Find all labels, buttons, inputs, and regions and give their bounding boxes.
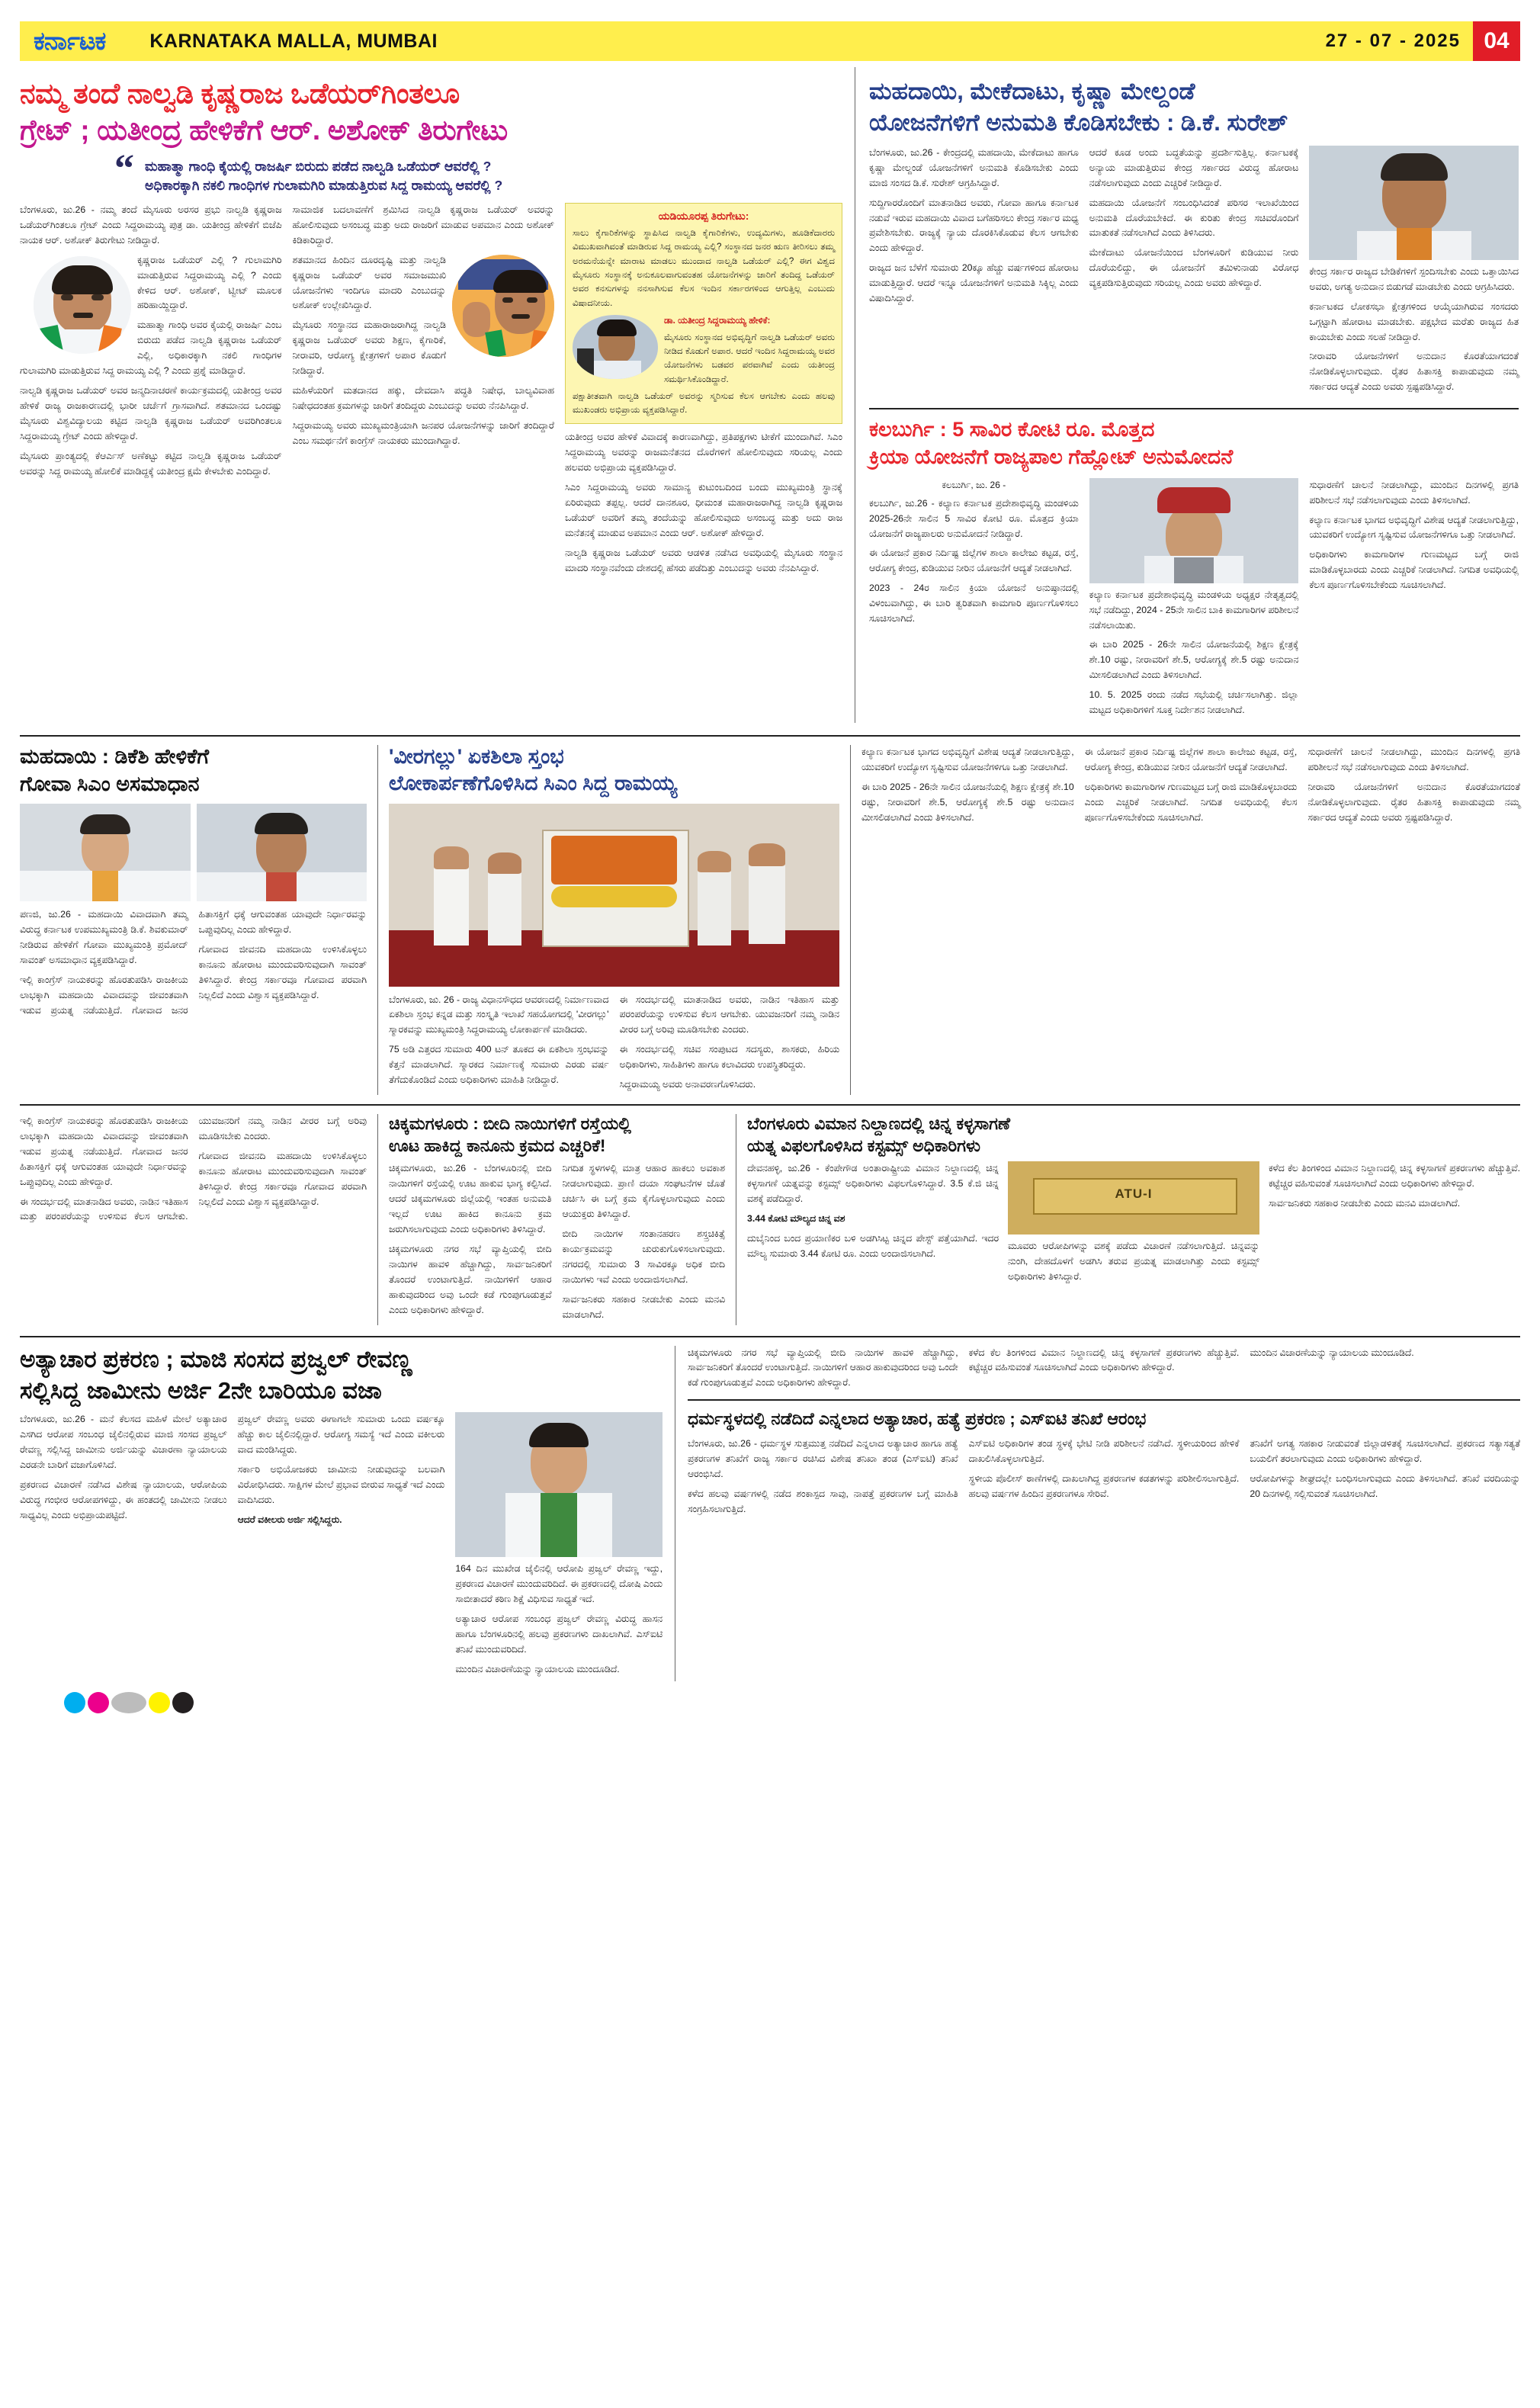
paragraph: ಸುಧಾರಣೆಗೆ ಚಾಲನೆ ನೀಡಲಾಗಿದ್ದು, ಮುಂದಿನ ದಿನಗಳಲ್ಲಿ ಪ್ರಗತಿ ಪರಿಶೀಲನೆ ಸಭೆ ನಡೆಸಲಾಗುವುದು ಎಂದು ತಿಳಿಸಲಾಗಿದೆ. (1309, 479, 1519, 506)
mahadayi-goa-story (20, 745, 378, 1095)
paragraph: ನೀರಾವರಿ ಯೋಜನೆಗಳಿಗೆ ಅನುದಾನ ಕೊರತೆಯಾಗದಂತೆ ನೋಡಿಕೊಳ್ಳಲಾಗುವುದು. ರೈತರ ಹಿತಾಸಕ್ತಿ ಕಾಪಾಡುವುದು ನಮ್ಮ ಸರ್ಕಾರದ ಆದ್ಯತೆ ಎಂದು ಅವರು ಸ್ಪಷ್ಟಪಡಿಸಿದ್ದಾರೆ. (1307, 781, 1520, 823)
lead-headline-line1: ನಮ್ಮ ತಂದೆ ನಾಲ್ವಡಿ ಕೃಷ್ಣರಾಜ ಒಡೆಯರ್‌ಗಿಂತಲೂ (20, 78, 460, 109)
paragraph: ಪ್ರಜ್ವಲ್ ರೇವಣ್ಣ ಅವರು ಈಗಾಗಲೇ ಸುಮಾರು ಒಂದು ವರ್ಷಕ್ಕೂ ಹೆಚ್ಚು ಕಾಲ ಜೈಲಿನಲ್ಲಿದ್ದಾರೆ. ಆರೋಗ್ಯ ಸಮಸ್ಯೆ ಇದೆ ಎಂದು ವಕೀಲರು ವಾದ ಮಂಡಿಸಿದ್ದರು. (237, 1414, 445, 1455)
mahadayi-column-1 (869, 146, 1079, 400)
paragraph: ಕಲ್ಯಾಣ ಕರ್ನಾಟಕ ಪ್ರದೇಶಾಭಿವೃದ್ಧಿ ಮಂಡಳಿಯ ಅಧ್ಯಕ್ಷರ ನೇತೃತ್ವದಲ್ಲಿ ಸಭೆ ನಡೆದಿದ್ದು, 2024 - 25ನೇ ಸಾಲಿನ ಬಾಕಿ ಕಾಮಗಾರಿಗಳ ಪರಿಶೀಲನೆ ನಡೆಸಲಾಯಿತು. (1089, 589, 1299, 631)
cmyk-dot-cyan (64, 1692, 85, 1713)
paragraph: ಆದರೆ ಕೂಡ ಅಂದು ಬದ್ಧತೆಯನ್ನು ಪ್ರದರ್ಶಿಸುತ್ತಿಲ್ಲ. ಕರ್ನಾಟಕಕ್ಕೆ ಅನ್ಯಾಯ ಮಾಡುತ್ತಿರುವ ಕೇಂದ್ರ ಸರ್ಕಾರದ ವಿರುದ್ಧ ಹೋರಾಟ ನಡೆಸಲಾಗುವುದು ಎಂದು ಎಚ್ಚರಿಕೆ ನೀಡಿದ್ದಾರೆ. (1089, 146, 1299, 188)
mahadayi-story (855, 67, 1519, 723)
airport-content (747, 1161, 1520, 1289)
airport-column-3 (1269, 1161, 1520, 1289)
prajwal-column-3 (455, 1412, 663, 1681)
prajwal-headline-line1: ಅತ್ಯಾಚಾರ ಪ್ರಕರಣ ; ಮಾಜಿ ಸಂಸದ ಪ್ರಜ್ವಲ್ ರೇವಣ್ಣ (20, 1345, 412, 1373)
paragraph: ರಾಜ್ಯದ ಜನ ಬೆಳೆಗೆ ಸುಮಾರು 20ಕ್ಕೂ ಹೆಚ್ಚು ವರ್ಷಗಳಿಂದ ಹೋರಾಟ ಮಾಡುತ್ತಿದ್ದಾರೆ. ಆದರೆ ಇನ್ನೂ ಯೋಜನೆಗಳಿಗೆ ಅನುಮತಿ ಸಿಕ್ಕಿಲ್ಲ ಎಂದು ವಿಷಾದಿಸಿದ್ದಾರೆ. (869, 262, 1079, 304)
mahadayi-headline-line1: ಮಹದಾಯಿ, ಮೇಕೆದಾಟು, ಕೃಷ್ಣಾ ಮೇಲ್ದಂಡೆ (869, 78, 1195, 104)
lower-zone (20, 1114, 1520, 1325)
lower-left-filler (20, 1114, 378, 1325)
lead-column-3 (565, 203, 842, 581)
dharmasthala-pretext (688, 1346, 1520, 1392)
paragraph: ಮುಂದಿನ ವಿಚಾರಣೆಯನ್ನು ನ್ಯಾಯಾಲಯ ಮುಂದೂಡಿದೆ. (1250, 1347, 1414, 1358)
prajwal-columns (20, 1412, 663, 1681)
kalaburgi-column-2 (1089, 478, 1299, 723)
prajwal-column-2 (238, 1412, 445, 1681)
paragraph: ಈ ಯೋಜನೆ ಪ್ರಕಾರ ನಿರ್ದಿಷ್ಟ ಜಿಲ್ಲೆಗಳ ಶಾಲಾ ಕಾಲೇಜು ಕಟ್ಟಡ, ರಸ್ತೆ, ಆರೋಗ್ಯ ಕೇಂದ್ರ, ಕುಡಿಯುವ ನೀರಿನ ಯೋಜನೆಗೆ ಆದ್ಯತೆ ನೀಡಲಾಗಿದೆ. (1084, 746, 1298, 772)
paragraph: ತನಿಖೆಗೆ ಅಗತ್ಯ ಸಹಕಾರ ನೀಡುವಂತೆ ಜಿಲ್ಲಾಡಳಿತಕ್ಕೆ ಸೂಚಿಸಲಾಗಿದೆ. ಪ್ರಕರಣದ ಸತ್ಯಾಸತ್ಯತೆ ಬಯಲಿಗೆ ತರಲಾಗುವುದು ಎಂದು ಅಧಿಕಾರಿಗಳು ಹೇಳಿದ್ದಾರೆ. (1250, 1437, 1521, 1464)
kalaburgi-dateline: ಕಲಬುರ್ಗಿ, ಜು. 26 - (942, 479, 1006, 490)
cmyk-dot-magenta (88, 1692, 109, 1713)
lead-story (20, 67, 855, 723)
masthead-date: 27 - 07 - 2025 (1325, 31, 1461, 51)
paragraph: ಕಳೆದ ಕೆಲ ತಿಂಗಳಿಂದ ವಿಮಾನ ನಿಲ್ದಾಣದಲ್ಲಿ ಚಿನ್ನ ಕಳ್ಳಸಾಗಣೆ ಪ್ರಕರಣಗಳು ಹೆಚ್ಚುತ್ತಿವೆ. ಕಟ್ಟೆಚ್ಚರ ವಹಿಸುವಂತೆ ಸೂಚಿಸಲಾಗಿದೆ ಎಂದು ಅಧಿಕಾರಿಗಳು ಹೇಳಿದ್ದಾರೆ. (1269, 1163, 1520, 1190)
yellow-box-body: ಸಾಲು ಕೈಗಾರಿಕೆಗಳನ್ನು ಸ್ಥಾಪಿಸಿದ ನಾಲ್ವಡಿ ಕೈಗಾರಿಕೆಗಳು, ಉದ್ಯಮಿಗಳು, ಹೂಡಿಕೆದಾರರು ವಿಮುಖವಾಗಿವಂತೆ ಮಾಡಿರುವ ಸಿದ್ದ ರಾಮಯ್ಯ ಎಲ್ಲಿ? ಸಂಸ್ಥಾನದ ಜನರ ಋಣ ತೀರಿಸಲು ತಮ್ಮ ಅರಮನೆಯನ್ನೇ ಮಾರಾಟ ಮಾಡಲು ಮುಂದಾದ ನಾಲ್ವಡಿ ಒಡೆಯರ್ ಎಲ್ಲಿ? ಈಗ ವಿಶ್ವದ ಮೈಸೂರು ಸಂಸ್ಥಾನಕ್ಕೆ ಅನುಕೂಲವಾಗುವಂತಹ ಯೋಜನೆಗಳನ್ನು ಜಾರಿಗೆ ತಂದಿದ್ದ ಒಡೆಯರ್ ಅವರ ಕನಸುಗಳನ್ನು ನನಸಾಗಿಸುವ ಕೆಲಸ ಇಂದಿನ ಸರ್ಕಾರಗಳಿಂದ ಆಗುತ್ತಿಲ್ಲ ಎಂಬುದು ವಿಷಾದನೀಯ. (572, 228, 836, 308)
divider (20, 735, 1520, 737)
airport-gold-story (736, 1114, 1520, 1325)
photo-veeragallu-event (389, 804, 839, 987)
airport-highlight: 3.44 ಕೋಟಿ ಮೌಲ್ಯದ ಚಿನ್ನ ವಶ (747, 1213, 845, 1225)
paragraph: ಕಳೆದ ಕೆಲ ತಿಂಗಳಿಂದ ವಿಮಾನ ನಿಲ್ದಾಣದಲ್ಲಿ ಚಿನ್ನ ಕಳ್ಳಸಾಗಣೆ ಪ್ರಕರಣಗಳು ಹೆಚ್ಚುತ್ತಿವೆ. ಕಟ್ಟೆಚ್ಚರ ವಹಿಸುವಂತೆ ಸೂಚಿಸಲಾಗಿದೆ ಎಂದು ಅಧಿಕಾರಿಗಳು ಹೇಳಿದ್ದಾರೆ. (968, 1347, 1240, 1373)
photo-dk-suresh (1309, 146, 1519, 260)
masthead-title: KARNATAKA MALLA, MUMBAI (149, 30, 438, 52)
middle-right-filler (851, 745, 1520, 1095)
paragraph: ಮೇಕೆದಾಟು ಯೋಜನೆಯಿಂದ ಬೆಂಗಳೂರಿಗೆ ಕುಡಿಯುವ ನೀರು ದೊರೆಯಲಿದ್ದು, ಈ ಯೋಜನೆಗೆ ತಮಿಳುನಾಡು ವಿರೋಧ ವ್ಯಕ್ತಪಡಿಸುತ್ತಿರುವುದು ಸರಿಯಲ್ಲ ಎಂದು ಅವರು ಹೇಳಿದ್ದಾರೆ. (1089, 247, 1299, 289)
paragraph: ಚಿಕ್ಕಮಗಳೂರು ನಗರ ಸಭೆ ವ್ಯಾಪ್ತಿಯಲ್ಲಿ ಬೀದಿ ನಾಯಿಗಳ ಹಾವಳಿ ಹೆಚ್ಚಾಗಿದ್ದು, ಸಾರ್ವಜನಿಕರಿಗೆ ತೊಂದರೆ ಉಂಟಾಗುತ್ತಿದೆ. ನಾಯಿಗಳಿಗೆ ಆಹಾರ ಹಾಕುವುದರಿಂದ ಅವು ಒಂದೇ ಕಡೆ ಗುಂಪುಗೂಡುತ್ತವೆ ಎಂದು ಅಧಿಕಾರಿಗಳು ಹೇಳಿದ್ದಾರೆ. (688, 1347, 958, 1389)
prajwal-story (20, 1346, 675, 1682)
cmyk-dot-black (172, 1692, 194, 1713)
paragraph: ಸರ್ಕಾರಿ ಅಭಿಯೋಜಕರು ಜಾಮೀನು ನೀಡುವುದನ್ನು ಬಲವಾಗಿ ವಿರೋಧಿಸಿದರು. ಸಾಕ್ಷಿಗಳ ಮೇಲೆ ಪ್ರಭಾವ ಬೀರುವ ಸಾಧ್ಯತೆ ಇದೆ ಎಂದು ವಾದಿಸಿದರು. (237, 1463, 445, 1505)
paragraph: ಮುಂದಿನ ವಿಚಾರಣೆಯನ್ನು ನ್ಯಾಯಾಲಯ ಮುಂದೂಡಿದೆ. (455, 1663, 620, 1674)
goa-headline-line2: ಗೋವಾ ಸಿಎಂ ಅಸಮಾಧಾನ (20, 772, 200, 795)
cmyk-dot-yellow (149, 1692, 170, 1713)
paragraph: ಮಹಿಳೆಯರಿಗೆ ಮತದಾನದ ಹಕ್ಕು, ದೇವದಾಸಿ ಪದ್ಧತಿ ನಿಷೇಧ, ಬಾಲ್ಯವಿವಾಹ ನಿಷೇಧದಂತಹ ಕ್ರಮಗಳನ್ನು ಜಾರಿಗೆ ತಂದಿದ್ದರು ಎಂಬುದನ್ನು ಅವರು ನೆನಪಿಸಿದ್ದಾರೆ. (292, 385, 554, 411)
photo-siddaramaiah-inset (573, 315, 658, 379)
kalaburgi-columns (869, 478, 1519, 723)
paragraph: ಬೆಂಗಳೂರು, ಜು.26 - ನಮ್ಮ ತಂದೆ ಮೈಸೂರು ಅರಸರ ಪ್ರಭು ನಾಲ್ವಡಿ ಕೃಷ್ಣರಾಜ ಒಡೆಯರ್‌ಗಿಂತಲೂ ಗ್ರೇಟ್ ಎಂದು ಸಿದ್ದರಾಮಯ್ಯ ಪುತ್ರ ಡಾ. ಯತೀಂದ್ರ ಹೇಳಿಕೆಗೆ ಬಿಜೆಪಿ ನಾಯಕ ಆರ್. ಅಶೋಕ್ ತಿರುಗೇಟು ನೀಡಿದ್ದಾರೆ. (20, 204, 282, 246)
paragraph: ಮಹದಾಯಿ ಯೋಜನೆಗೆ ಸಂಬಂಧಿಸಿದಂತೆ ಪರಿಸರ ಇಲಾಖೆಯಿಂದ ಅನುಮತಿ ದೊರೆಯಬೇಕಿದೆ. ಈ ಕುರಿತು ಕೇಂದ್ರ ಸಚಿವರೊಂದಿಗೆ ಮಾತುಕತೆ ನಡೆಸಲಾಗಿದೆ ಎಂದು ತಿಳಿಸಿದರು. (1089, 197, 1299, 239)
paragraph: ಚಿಕ್ಕಮಗಳೂರು ನಗರ ಸಭೆ ವ್ಯಾಪ್ತಿಯಲ್ಲಿ ಬೀದಿ ನಾಯಿಗಳ ಹಾವಳಿ ಹೆಚ್ಚಾಗಿದ್ದು, ಸಾರ್ವಜನಿಕರಿಗೆ ತೊಂದರೆ ಉಂಟಾಗುತ್ತಿದೆ. ನಾಯಿಗಳಿಗೆ ಆಹಾರ ಹಾಕುವುದರಿಂದ ಅವು ಒಂದೇ ಕಡೆ ಗುಂಪುಗೂಡುತ್ತವೆ ಎಂದು ಅಧಿಕಾರಿಗಳು ಹೇಳಿದ್ದಾರೆ. (389, 1244, 552, 1315)
paragraph: ಕಳೆದ ಹಲವು ವರ್ಷಗಳಲ್ಲಿ ನಡೆದ ಶಂಕಾಸ್ಪದ ಸಾವು, ನಾಪತ್ತೆ ಪ್ರಕರಣಗಳ ಬಗ್ಗೆ ಮಾಹಿತಿ ಸಂಗ್ರಹಿಸಲಾಗುತ್ತಿದೆ. (688, 1488, 958, 1514)
paragraph: ಈ ಸಂದರ್ಭದಲ್ಲಿ ಸಚಿವ ಸಂಪುಟದ ಸದಸ್ಯರು, ಶಾಸಕರು, ಹಿರಿಯ ಅಧಿಕಾರಿಗಳು, ಸಾಹಿತಿಗಳು ಹಾಗೂ ಕಲಾವಿದರು ಉಪಸ್ಥಿತರಿದ್ದರು. (619, 1044, 839, 1071)
kalaburgi-headline-line1: ಕಲಬುರ್ಗಿ : 5 ಸಾವಿರ ಕೋಟಿ ರೂ. ಮೊತ್ತದ (869, 418, 1155, 441)
paragraph: ಮೂವರು ಆರೋಪಿಗಳನ್ನು ವಶಕ್ಕೆ ಪಡೆದು ವಿಚಾರಣೆ ನಡೆಸಲಾಗುತ್ತಿದೆ. ಚಿನ್ನವನ್ನು ನುಂಗಿ, ದೇಹದೊಳಗೆ ಅಡಗಿಸಿ ತರುವ ಪ್ರಯತ್ನ ಮಾಡಲಾಗಿತ್ತು ಎಂದು ಕಸ್ಟಮ್ಸ್ ಅಧಿಕಾರಿಗಳು ತಿಳಿಸಿದ್ದಾರೆ. (1008, 1241, 1259, 1283)
paragraph: 164 ದಿನ ಮುಖೇಡ ಜೈಲಿನಲ್ಲಿ ಆರೋಪಿ ಪ್ರಜ್ವಲ್ ರೇವಣ್ಣ ಇದ್ದು, ಪ್ರಕರಣದ ವಿಚಾರಣೆ ಮುಂದುವರಿದಿದೆ. ಈ ಪ್ರಕರಣದಲ್ಲಿ ದೋಷಿ ಎಂದು ಸಾಬೀತಾದರೆ ಕಠಿಣ ಶಿಕ್ಷೆ ವಿಧಿಸುವ ಸಾಧ್ಯತೆ ಇದೆ. (455, 1563, 663, 1604)
page-number-badge: 04 (1473, 21, 1520, 61)
quote-line-2: ಅಧಿಕಾರಕ್ಕಾಗಿ ನಕಲಿ ಗಾಂಧಿಗಳ ಗುಲಾಮಗಿರಿ ಮಾಡುತ್ತಿರುವ ಸಿದ್ದ ರಾಮಯ್ಯ ಆವರೆಲ್ಲಿ ? (145, 178, 503, 194)
paragraph: ಕೃಷ್ಣರಾಜ ಒಡೆಯರ್ ಎಲ್ಲಿ ? ಗುಲಾಮಗಿರಿ ಮಾಡುತ್ತಿರುವ ಸಿದ್ದರಾಮಯ್ಯ ಎಲ್ಲಿ ? ಎಂದು ಕೇಳಿದ ಆರ್. ಅಶೋಕ್, ಟ್ವೀಟ್ ಮೂಲಕ ಹರಿಹಾಯ್ದಿದ್ದಾರೆ. (137, 254, 282, 311)
photo-pramod-sawant (20, 804, 191, 901)
divider (20, 1336, 1520, 1337)
paragraph: ಮೈಸೂರು ಸಂಸ್ಥಾನದ ಮಹಾರಾಜರಾಗಿದ್ದ ನಾಲ್ವಡಿ ಕೃಷ್ಣರಾಜ ಒಡೆಯರ್ ಅವರು ಶಿಕ್ಷಣ, ಕೈಗಾರಿಕೆ, ನೀರಾವರಿ, ಆರೋಗ್ಯ ಕ್ಷೇತ್ರಗಳಿಗೆ ಅಪಾರ ಕೊಡುಗೆ ನೀಡಿದ್ದಾರೆ. (292, 319, 446, 377)
lead-column-3-text (565, 430, 842, 576)
masthead-logo: ಕರ್ನಾಟಕ (34, 26, 106, 55)
paragraph: ಅಧಿಕಾರಿಗಳು ಕಾಮಗಾರಿಗಳ ಗುಣಮಟ್ಟದ ಬಗ್ಗೆ ರಾಜಿ ಮಾಡಿಕೊಳ್ಳಬಾರದು ಎಂದು ಎಚ್ಚರಿಕೆ ನೀಡಲಾಗಿದೆ. ನಿಗದಿತ ಅವಧಿಯಲ್ಲಿ ಕೆಲಸ ಪೂರ್ಣಗೊಳಿಸಬೇಕೆಂದು ಸೂಚಿಸಲಾಗಿದೆ. (1309, 549, 1519, 591)
photo-ashoka (452, 255, 554, 357)
photo-dk-shivakumar (197, 804, 367, 901)
paragraph: 2023 - 24ರ ಸಾಲಿನ ಕ್ರಿಯಾ ಯೋಜನೆ ಅನುಷ್ಠಾನದಲ್ಲಿ ವಿಳಂಬವಾಗಿದ್ದು, ಈ ಬಾರಿ ತ್ವರಿತವಾಗಿ ಕಾಮಗಾರಿ ಪೂರ್ಣಗೊಳಿಸಲು ಸೂಚಿಸಲಾಗಿದೆ. (869, 583, 1079, 624)
paragraph: ನೀರಾವರಿ ಯೋಜನೆಗಳಿಗೆ ಅನುದಾನ ಕೊರತೆಯಾಗದಂತೆ ನೋಡಿಕೊಳ್ಳಲಾಗುವುದು. ರೈತರ ಹಿತಾಸಕ್ತಿ ಕಾಪಾಡುವುದು ನಮ್ಮ ಸರ್ಕಾರದ ಆದ್ಯತೆ ಎಂದು ಅವರು ಸ್ಪಷ್ಟಪಡಿಸಿದ್ದಾರೆ. (1309, 351, 1519, 393)
paragraph: ಸಿದ್ದರಾಮಯ್ಯ ಅವರು ಅನಾವರಣಗೊಳಿಸಿದರು. (619, 1079, 756, 1090)
prajwal-column-1 (20, 1412, 227, 1681)
yellow-box-red-note: ಡಾ. ಯತೀಂದ್ರ ಸಿದ್ದರಾಮಯ್ಯ ಹೇಳಿಕೆ: (663, 314, 771, 326)
quote-mark-icon: “ (114, 147, 134, 191)
mahadayi-headline-line2: ಯೋಜನೆಗಳಿಗೆ ಅನುಮತಿ ಕೊಡಿಸಬೇಕು : ಡಿ.ಕೆ. ಸುರೇಶ್ (869, 108, 1288, 136)
yellow-sidebar-box (565, 203, 842, 424)
paragraph: ಆರೋಪಿಗಳನ್ನು ಶೀಘ್ರದಲ್ಲೇ ಬಂಧಿಸಲಾಗುವುದು ಎಂದು ತಿಳಿಸಲಾಗಿದೆ. ತನಿಖೆ ವರದಿಯನ್ನು 20 ದಿನಗಳಲ್ಲಿ ಸಲ್ಲಿಸುವಂತೆ ಸೂಚಿಸಲಾಗಿದೆ. (1250, 1472, 1521, 1499)
lead-column-1 (20, 203, 281, 581)
paragraph: ಈ ಸಂದರ್ಭದಲ್ಲಿ ಮಾತನಾಡಿದ ಅವರು, ನಾಡಿನ ಇತಿಹಾಸ ಮತ್ತು ಪರಂಪರೆಯನ್ನು ಉಳಿಸುವ ಕೆಲಸ ಆಗಬೇಕು. ಯುವಜನರಿಗೆ ನಮ್ಮ ನಾಡಿನ ವೀರರ ಬಗ್ಗೆ ಅರಿವು ಮೂಡಿಸಬೇಕು ಎಂದರು. (619, 994, 839, 1035)
paragraph: ಬೆಂಗಳೂರು, ಜು.26 - ಕೇಂದ್ರದಲ್ಲಿ ಮಹದಾಯಿ, ಮೇಕೆದಾಟು ಹಾಗೂ ಕೃಷ್ಣಾ ಮೇಲ್ದಂಡೆ ಯೋಜನೆಗಳಿಗೆ ಅನುಮತಿ ಕೊಡಿಸಬೇಕು ಎಂದು ಮಾಜಿ ಸಂಸದ ಡಿ.ಕೆ. ಸುರೇಶ್ ಆಗ್ರಹಿಸಿದ್ದಾರೆ. (869, 146, 1079, 188)
paragraph: ಅತ್ಯಾಚಾರ ಆರೋಪ ಸಂಬಂಧ ಪ್ರಜ್ವಲ್ ರೇವಣ್ಣ ವಿರುದ್ಧ ಹಾಸನ ಹಾಗೂ ಬೆಂಗಳೂರಿನಲ್ಲಿ ಹಲವು ಪ್ರಕರಣಗಳು ದಾಖಲಾಗಿವೆ. ಎಸ್ಐಟಿ ತನಿಖೆ ಮುಂದುವರಿದಿದೆ. (455, 1613, 663, 1655)
lead-columns (20, 203, 842, 581)
airport-headline-line2: ಯತ್ನ ವಿಫಲಗೊಳಿಸಿದ ಕಸ್ಟಮ್ಸ್ ಅಧಿಕಾರಿಗಳು (747, 1135, 980, 1155)
dharmasthala-column-2 (969, 1437, 1240, 1522)
paragraph: ಕಲ್ಯಾಣ ಕರ್ನಾಟಕ ಭಾಗದ ಅಭಿವೃದ್ಧಿಗೆ ವಿಶೇಷ ಆದ್ಯತೆ ನೀಡಲಾಗುತ್ತಿದ್ದು, ಯುವಕರಿಗೆ ಉದ್ಯೋಗ ಸೃಷ್ಟಿಸುವ ಯೋಜನೆಗಳಿಗೂ ಒತ್ತು ನೀಡಲಾಗಿದೆ. (861, 746, 1074, 772)
newspaper-page (0, 21, 1540, 2408)
paragraph: ಪ್ರಕರಣದ ವಿಚಾರಣೆ ನಡೆಸಿದ ವಿಶೇಷ ನ್ಯಾಯಾಲಯ, ಆರೋಪಿಯ ವಿರುದ್ಧ ಗಂಭೀರ ಆರೋಪಗಳಿದ್ದು, ಈ ಹಂತದಲ್ಲಿ ಜಾಮೀನು ನೀಡಲು ಸಾಧ್ಯವಿಲ್ಲ ಎಂದು ಅಭಿಪ್ರಾಯಪಟ್ಟಿದೆ. (20, 1479, 227, 1520)
paragraph: ಕಲ್ಯಾಣ ಕರ್ನಾಟಕ ಭಾಗದ ಅಭಿವೃದ್ಧಿಗೆ ವಿಶೇಷ ಆದ್ಯತೆ ನೀಡಲಾಗುತ್ತಿದ್ದು, ಯುವಕರಿಗೆ ಉದ್ಯೋಗ ಸೃಷ್ಟಿಸುವ ಯೋಜನೆಗಳಿಗೂ ಒತ್ತು ನೀಡಲಾಗಿದೆ. (1309, 514, 1519, 541)
masthead (20, 21, 1520, 61)
paragraph: ಚಿಕ್ಕಮಗಳೂರು, ಜು.26 - ಬೆಂಗಳೂರಿನಲ್ಲಿ ಬೀದಿ ನಾಯಿಗಳಿಗೆ ರಸ್ತೆಯಲ್ಲಿ ಊಟ ಹಾಕುವ ಭಾಗ್ಯ ಕಲ್ಪಿಸಿದೆ. ಆದರೆ ಚಿಕ್ಕಮಗಳೂರು ಜಿಲ್ಲೆಯಲ್ಲಿ ಇಂತಹ ಅನುಮತಿ ಇಲ್ಲದೆ ಊಟ ಹಾಕಿದ ಕಾನೂನು ಕ್ರಮ ಜರುಗಿಸಲಾಗುವುದು ಎಂದು ಅಧಿಕಾರಿಗಳು ತಿಳಿಸಿದ್ದಾರೆ. (389, 1163, 552, 1235)
chikka-body (389, 1161, 725, 1324)
paragraph: ನಿಗದಿತ ಸ್ಥಳಗಳಲ್ಲಿ ಮಾತ್ರ ಆಹಾರ ಹಾಕಲು ಅವಕಾಶ ನೀಡಲಾಗುವುದು. ಪ್ರಾಣಿ ದಯಾ ಸಂಘಟನೆಗಳ ಜೊತೆ ಚರ್ಚಿಸಿ ಈ ಬಗ್ಗೆ ಕ್ರಮ ಕೈಗೊಳ್ಳಲಾಗುವುದು ಎಂದು ಆಯುಕ್ತರು ತಿಳಿಸಿದ್ದಾರೆ. (562, 1163, 725, 1220)
dharmasthala-story (675, 1346, 1520, 1682)
photo-gold-seizure (1008, 1161, 1259, 1235)
mahadayi-column-3 (1309, 146, 1519, 400)
paragraph: ಗೋವಾದ ಜೀವನದಿ ಮಹದಾಯಿ ಉಳಿಸಿಕೊಳ್ಳಲು ಕಾನೂನು ಹೋರಾಟ ಮುಂದುವರಿಸುವುದಾಗಿ ಸಾವಂತ್ ತಿಳಿಸಿದ್ದಾರೆ. ಕೇಂದ್ರ ಸರ್ಕಾರವೂ ಗೋವಾದ ಪರವಾಗಿ ನಿಲ್ಲಲಿದೆ ಎಂದು ವಿಶ್ವಾಸ ವ್ಯಕ್ತಪಡಿಸಿದ್ದಾರೆ. (198, 1150, 367, 1207)
cmyk-dot-grey (111, 1692, 146, 1713)
goa-body (20, 907, 367, 1018)
paragraph: ಸಿಎಂ ಸಿದ್ದರಾಮಯ್ಯ ಅವರು ಸಾಮಾನ್ಯ ಕುಟುಂಬದಿಂದ ಬಂದು ಮುಖ್ಯಮಂತ್ರಿ ಸ್ಥಾನಕ್ಕೆ ಏರಿರುವುದು ತಪ್ಪಲ್ಲ. ಆದರೆ ದಾನಶೂರ, ಧೀಮಂತ ಮಹಾರಾಜರಾಗಿದ್ದ ನಾಲ್ವಡಿ ಕೃಷ್ಣರಾಜ ಒಡೆಯರ್ ಅವರಿಗೆ ತಮ್ಮ ತಂದೆಯನ್ನು ಹೋಲಿಸುವುದು ಅಸಂಬದ್ಧ ಮತ್ತು ಅದು ರಾಜ ಮನೆತನಕ್ಕೆ ಮಾಡುವ ಅಪಮಾನ ಎಂದು ಆರ್. ಅಶೋಕ್ ಹೇಳಿದ್ದಾರೆ. (564, 482, 843, 538)
paragraph: ನಾಲ್ವಡಿ ಕೃಷ್ಣರಾಜ ಒಡೆಯರ್ ಅವರು ಆಡಳಿತ ನಡೆಸಿದ ಅವಧಿಯಲ್ಲಿ ಮೈಸೂರು ಸಂಸ್ಥಾನ ಮಾದರಿ ಸಂಸ್ಥಾನವೆಂದು ದೇಶದಲ್ಲಿ ಹೆಸರು ಪಡೆದಿತ್ತು ಎಂಬುದನ್ನು ಅವರು ನೆನಪಿಸಿದ್ದಾರೆ. (564, 547, 843, 573)
kalaburgi-column-3 (1309, 478, 1519, 723)
paragraph: ಈ ಬಾರಿ 2025 - 26ನೇ ಸಾಲಿನ ಯೋಜನೆಯಲ್ಲಿ ಶಿಕ್ಷಣ ಕ್ಷೇತ್ರಕ್ಕೆ ಶೇ.10 ರಷ್ಟು, ನೀರಾವರಿಗೆ ಶೇ.5, ಆರೋಗ್ಯಕ್ಕೆ ಶೇ.5 ರಷ್ಟು ಅನುದಾನ ಮೀಸಲಿಡಲಾಗಿದೆ ಎಂದು ತಿಳಿಸಲಾಗಿದೆ. (1089, 639, 1299, 681)
veeragallu-headline-line1: 'ವೀರಗಲ್ಲು' ಏಕಶಿಲಾ ಸ್ತಂಭ (389, 744, 564, 768)
paragraph: ಗೋವಾದ ಜೀವನದಿ ಮಹದಾಯಿ ಉಳಿಸಿಕೊಳ್ಳಲು ಕಾನೂನು ಹೋರಾಟ ಮುಂದುವರಿಸುವುದಾಗಿ ಸಾವಂತ್ ತಿಳಿಸಿದ್ದಾರೆ. ಕೇಂದ್ರ ಸರ್ಕಾರವೂ ಗೋವಾದ ಪರವಾಗಿ ನಿಲ್ಲಲಿದೆ ಎಂದು ವಿಶ್ವಾಸ ವ್ಯಕ್ತಪಡಿಸಿದ್ದಾರೆ. (198, 943, 367, 1000)
divider (20, 1104, 1520, 1106)
prajwal-column-2-text (238, 1412, 445, 1527)
dharmasthala-headline: ಧರ್ಮಸ್ಥಳದಲ್ಲಿ ನಡೆದಿದೆ ಎನ್ನಲಾದ ಅತ್ಯಾಚಾರ, ಹತ್ಯೆ ಪ್ರಕರಣ ; ಎಸ್ಐಟಿ ತನಿಖೆ ಆರಂಭ (688, 1409, 1147, 1429)
airport-headline-line1: ಬೆಂಗಳೂರು ವಿಮಾನ ನಿಲ್ದಾಣದಲ್ಲಿ ಚಿನ್ನ ಕಳ್ಳಸಾಗಣೆ (747, 1114, 1011, 1133)
paragraph: ಸಾರ್ವಜನಿಕರು ಸಹಕಾರ ನೀಡಬೇಕು ಎಂದು ಮನವಿ ಮಾಡಲಾಗಿದೆ. (562, 1293, 725, 1320)
paragraph: ಸ್ಥಳೀಯ ಪೊಲೀಸ್ ಠಾಣೆಗಳಲ್ಲಿ ದಾಖಲಾಗಿದ್ದ ಪ್ರಕರಣಗಳ ಕಡತಗಳನ್ನು ಪರಿಶೀಲಿಸಲಾಗುತ್ತಿದೆ. ಹಲವು ವರ್ಷಗಳ ಹಿಂದಿನ ಪ್ರಕರಣಗಳೂ ಸೇರಿವೆ. (968, 1472, 1240, 1499)
paragraph: ಈ ಸಂದರ್ಭದಲ್ಲಿ ಮಾತನಾಡಿದ ಅವರು, ನಾಡಿನ ಇತಿಹಾಸ ಮತ್ತು ಪರಂಪರೆಯನ್ನು ಉಳಿಸುವ ಕೆಲಸ ಆಗಬೇಕು. ಯುವಜನರಿಗೆ ನಮ್ಮ ನಾಡಿನ ವೀರರ ಬಗ್ಗೆ ಅರಿವು ಮೂಡಿಸಬೇಕು ಎಂದರು. (20, 1116, 367, 1222)
gold-stamp-label: ATU-I (1115, 1186, 1153, 1202)
paragraph: ಸಿದ್ದರಾಮಯ್ಯ ಅವರು ಮುಖ್ಯಮಂತ್ರಿಯಾಗಿ ಜನಪರ ಯೋಜನೆಗಳನ್ನು ಜಾರಿಗೆ ತಂದಿದ್ದಾರೆ ಎಂಬ ಸಮರ್ಥನೆಗೆ ಕಾಂಗ್ರೆಸ್ ನಾಯಕರು ಮುಂದಾಗಿದ್ದಾರೆ. (292, 419, 554, 446)
paragraph: ಈ ಯೋಜನೆ ಪ್ರಕಾರ ನಿರ್ದಿಷ್ಟ ಜಿಲ್ಲೆಗಳ ಶಾಲಾ ಕಾಲೇಜು ಕಟ್ಟಡ, ರಸ್ತೆ, ಆರೋಗ್ಯ ಕೇಂದ್ರ, ಕುಡಿಯುವ ನೀರಿನ ಯೋಜನೆಗೆ ಆದ್ಯತೆ ನೀಡಲಾಗಿದೆ. (869, 547, 1079, 574)
paragraph: ದುಬೈನಿಂದ ಬಂದ ಪ್ರಯಾಣಿಕರ ಬಳಿ ಅಡಗಿಸಿಟ್ಟ ಚಿನ್ನದ ಪೇಸ್ಟ್ ಪತ್ತೆಯಾಗಿದೆ. ಇದರ ಮೌಲ್ಯ ಸುಮಾರು 3.44 ಕೋಟಿ ರೂ. ಎಂದು ಅಂದಾಜಿಸಲಾಗಿದೆ. (747, 1233, 999, 1259)
paragraph: ಸಾರ್ವಜನಿಕರು ಸಹಕಾರ ನೀಡಬೇಕು ಎಂದು ಮನವಿ ಮಾಡಲಾಗಿದೆ. (1269, 1198, 1461, 1209)
lead-headline-line2: ಗ್ರೇಟ್ ; ಯತೀಂದ್ರ ಹೇಳಿಕೆಗೆ ಆರ್. ಅಶೋಕ್ ತಿರುಗೇಟು (20, 114, 508, 146)
paragraph: ನಾಲ್ವಡಿ ಕೃಷ್ಣರಾಜ ಒಡೆಯರ್ ಅವರ ಜನ್ಮದಿನಾಚರಣೆ ಕಾರ್ಯಕ್ರಮದಲ್ಲಿ ಯತೀಂದ್ರ ಅವರ ಹೇಳಿಕೆ ರಾಜ್ಯ ರಾಜಕಾರಣದಲ್ಲಿ ಭಾರೀ ಚರ್ಚೆಗೆ ಗ್ರಾಸವಾಗಿದೆ. ಶತಮಾನದ ಒಂದಷ್ಟು ಮೈಸೂರು ವಿಶ್ವವಿದ್ಯಾಲಯ ಕಟ್ಟಿದ ನಾಲ್ವಡಿ ಕೃಷ್ಣರಾಜ ಒಡೆಯರ್ ಅವರಿಗಿಂತಲೂ ಸಿದ್ದರಾಮಯ್ಯ ಗ್ರೇಟ್ ಎಂದು ಹೇಳಿದ್ದಾರೆ. (20, 385, 282, 441)
mahadayi-column-2 (1089, 146, 1299, 400)
paragraph: ಸುಧಾರಣೆಗೆ ಚಾಲನೆ ನೀಡಲಾಗಿದ್ದು, ಮುಂದಿನ ದಿನಗಳಲ್ಲಿ ಪ್ರಗತಿ ಪರಿಶೀಲನೆ ಸಭೆ ನಡೆಸಲಾಗುವುದು ಎಂದು ತಿಳಿಸಲಾಗಿದೆ. (1307, 746, 1520, 772)
dharmasthala-columns (688, 1437, 1520, 1522)
paragraph: ಇಲ್ಲಿ ಕಾಂಗ್ರೆಸ್ ನಾಯಕರನ್ನು ಹೊರತುಪಡಿಸಿ ರಾಜಕೀಯ ಲಾಭಕ್ಕಾಗಿ ಮಹದಾಯಿ ವಿವಾದವನ್ನು ಜೀವಂತವಾಗಿ ಇಡುವ ಪ್ರಯತ್ನ ನಡೆಯುತ್ತಿದೆ. ಗೋವಾದ ಜನರ ಹಿತಾಸಕ್ತಿಗೆ ಧಕ್ಕೆ ಆಗುವಂತಹ ಯಾವುದೇ ನಿರ್ಧಾರವನ್ನು ಒಪ್ಪುವುದಿಲ್ಲ ಎಂದು ಹೇಳಿದ್ದಾರೆ. (20, 1116, 188, 1187)
paragraph: 10. 5. 2025 ರಂದು ನಡೆದ ಸಭೆಯಲ್ಲಿ ಚರ್ಚಿಸಲಾಗಿತ್ತು. ಜಿಲ್ಲಾ ಮಟ್ಟದ ಅಧಿಕಾರಿಗಳಿಗೆ ಸೂಕ್ತ ನಿರ್ದೇಶನ ನೀಡಲಾಗಿದೆ. (1089, 689, 1299, 716)
photo-yathindra (34, 256, 131, 354)
quote-line-1: ಮಹಾತ್ಮಾ ಗಾಂಧಿ ಕೈಯಲ್ಲಿ ರಾಜರ್ಷಿ ಬಿರುದು ಪಡೆದ ನಾಲ್ವಡಿ ಒಡೆಯರ್ ಆವರೆಲ್ಲಿ ? (145, 159, 492, 175)
paragraph: ಕಲಬುರ್ಗಿ, ಜು.26 - ಕಲ್ಯಾಣ ಕರ್ನಾಟಕ ಪ್ರದೇಶಾಭಿವೃದ್ಧಿ ಮಂಡಳಿಯ 2025-26ನೇ ಸಾಲಿನ 5 ಸಾವಿರ ಕೋಟಿ ರೂ. ಮೊತ್ತದ ಕ್ರಿಯಾ ಯೋಜನೆಗೆ ರಾಜ್ಯಪಾಲರು ಅನುಮೋದನೆ ನೀಡಿದ್ದಾರೆ. (869, 497, 1079, 539)
veeragallu-headline-line2: ಲೋಕಾರ್ಪಣೆಗೊಳಿಸಿದ ಸಿಎಂ ಸಿದ್ದ ರಾಮಯ್ಯ (389, 772, 678, 795)
airport-column-2-text (1008, 1239, 1259, 1285)
chikka-headline-line2: ಊಟ ಹಾಕಿದ್ದ ಕಾನೂನು ಕ್ರಮದ ಎಚ್ಚರಿಕೆ! (389, 1135, 606, 1155)
photo-prajwal-revanna (455, 1412, 663, 1557)
paragraph: ಎಸ್ಐಟಿ ಅಧಿಕಾರಿಗಳ ತಂಡ ಸ್ಥಳಕ್ಕೆ ಭೇಟಿ ನೀಡಿ ಪರಿಶೀಲನೆ ನಡೆಸಿದೆ. ಸ್ಥಳೀಯರಿಂದ ಹೇಳಿಕೆ ದಾಖಲಿಸಿಕೊಳ್ಳಲಾಗುತ್ತಿದೆ. (968, 1437, 1240, 1464)
dharmasthala-column-1 (688, 1437, 958, 1522)
airport-column-2 (1008, 1161, 1259, 1289)
goa-headline-line1: ಮಹದಾಯಿ : ಡಿಕೆಶಿ ಹೇಳಿಕೆಗೆ (20, 744, 210, 768)
paragraph: ಮಹಾತ್ಮಾ ಗಾಂಧಿ ಅವರ ಕೈಯಲ್ಲಿ ರಾಜರ್ಷಿ ಎಂಬ ಬಿರುದು ಪಡೆದ ನಾಲ್ವಡಿ ಕೃಷ್ಣರಾಜ ಒಡೆಯರ್ ಎಲ್ಲಿ, ಅಧಿಕಾರಕ್ಕಾಗಿ ನಕಲಿ ಗಾಂಧಿಗಳ ಗುಲಾಮಗಿರಿ ಮಾಡುತ್ತಿರುವ ಸಿದ್ದ ರಾಮಯ್ಯ ಎಲ್ಲಿ ? ಎಂದು ಪ್ರಶ್ನೆ ಮಾಡಿದ್ದಾರೆ. (20, 319, 282, 377)
paragraph: 75 ಅಡಿ ಎತ್ತರದ ಸುಮಾರು 400 ಟನ್ ತೂಕದ ಈ ಏಕಶಿಲಾ ಸ್ತಂಭವನ್ನು ಕೆತ್ತನೆ ಮಾಡಲಾಗಿದೆ. ಸ್ಮಾರಕದ ನಿರ್ಮಾಣಕ್ಕೆ ಸುಮಾರು ಎರಡು ವರ್ಷ ತೆಗೆದುಕೊಂಡಿದೆ ಎಂದು ಅಧಿಕಾರಿಗಳು ಮಾಹಿತಿ ನೀಡಿದ್ದಾರೆ. (389, 1044, 609, 1086)
top-zone (20, 67, 1520, 723)
yellow-box-title: ಯಡಿಯೂರಪ್ಪ ತಿರುಗೇಟು: (658, 210, 749, 223)
middle-zone (20, 745, 1520, 1095)
chikka-headline-line1: ಚಿಕ್ಕಮಗಳೂರು : ಬೀದಿ ನಾಯಿಗಳಿಗೆ ರಸ್ತೆಯಲ್ಲಿ (389, 1114, 631, 1133)
paragraph: ದೇವನಹಳ್ಳಿ, ಜು.26 - ಕೆಂಪೇಗೌಡ ಅಂತಾರಾಷ್ಟ್ರೀಯ ವಿಮಾನ ನಿಲ್ದಾಣದಲ್ಲಿ ಚಿನ್ನ ಕಳ್ಳಸಾಗಣೆ ಯತ್ನವನ್ನು ಕಸ್ಟಮ್ಸ್ ಅಧಿಕಾರಿಗಳು ವಿಫಲಗೊಳಿಸಿದ್ದಾರೆ. 3.5 ಕೆ.ಜಿ ಚಿನ್ನ ವಶಕ್ಕೆ ಪಡೆದಿದ್ದಾರೆ. (747, 1163, 999, 1205)
paragraph: ಕರ್ನಾಟಕದ ಲೋಕಸಭಾ ಕ್ಷೇತ್ರಗಳಿಂದ ಆಯ್ಕೆಯಾಗಿರುವ ಸಂಸದರು ಒಗ್ಗಟ್ಟಾಗಿ ಹೋರಾಟ ಮಾಡಬೇಕು. ಪಕ್ಷಭೇದ ಮರೆತು ರಾಜ್ಯದ ಹಿತ ಕಾಯಬೇಕು ಎಂದು ಸಲಹೆ ನೀಡಿದ್ದಾರೆ. (1309, 300, 1519, 342)
mahadayi-columns (869, 146, 1519, 400)
prajwal-subhead: ಆದರೆ ವಕೀಲರು ಅರ್ಜಿ ಸಲ್ಲಿಸಿದ್ದರು. (237, 1514, 342, 1525)
kalaburgi-headline-line2: ಕ್ರಿಯಾ ಯೋಜನೆಗೆ ರಾಜ್ಯಪಾಲ ಗೆಹ್ಲೋಟ್ ಅನುಮೋದನೆ (869, 445, 1234, 468)
veeragallu-story (378, 745, 851, 1095)
dharmasthala-column-3 (1250, 1437, 1520, 1522)
paragraph: ಮೈಸೂರು ಪ್ರಾಂತ್ಯದಲ್ಲಿ ಕೆಆರ್ಎಸ್ ಅಣೆಕಟ್ಟು ಕಟ್ಟಿದ ನಾಲ್ವಡಿ ಕೃಷ್ಣರಾಜ ಒಡೆಯರ್ ಅವರನ್ನು ಸಿದ್ದ ರಾಮಯ್ಯ ಹೋಲಿಕೆ ಮಾಡಿದ್ದಕ್ಕೆ ಯತೀಂದ್ರ ಕ್ಷಮೆ ಕೇಳಬೇಕು ಎಂದಿದ್ದಾರೆ. (20, 450, 282, 477)
paragraph: ಇಲ್ಲಿ ಕಾಂಗ್ರೆಸ್ ನಾಯಕರನ್ನು ಹೊರತುಪಡಿಸಿ ರಾಜಕೀಯ ಲಾಭಕ್ಕಾಗಿ ಮಹದಾಯಿ ವಿವಾದವನ್ನು ಜೀವಂತವಾಗಿ ಇಡುವ ಪ್ರಯತ್ನ ನಡೆಯುತ್ತಿದೆ. ಗೋವಾದ ಜನರ ಹಿತಾಸಕ್ತಿಗೆ ಧಕ್ಕೆ ಆಗುವಂತಹ ಯಾವುದೇ ನಿರ್ಧಾರವನ್ನು ಒಪ್ಪುವುದಿಲ್ಲ ಎಂದು ಹೇಳಿದ್ದಾರೆ. (20, 909, 367, 1016)
kalaburgi-column-2-text (1089, 588, 1299, 718)
paragraph: ಬೀದಿ ನಾಯಿಗಳ ಸಂತಾನಹರಣ ಶಸ್ತ್ರಚಿಕಿತ್ಸೆ ಕಾರ್ಯಕ್ರಮವನ್ನು ಚುರುಕುಗೊಳಿಸಲಾಗುವುದು. ನಗರದಲ್ಲಿ ಸುಮಾರು 3 ಸಾವಿರಕ್ಕೂ ಅಧಿಕ ಬೀದಿ ನಾಯಿಗಳು ಇವೆ ಎಂದು ಅಂದಾಜಿಸಲಾಗಿದೆ. (562, 1228, 725, 1285)
veeragallu-body (389, 993, 839, 1095)
paragraph: ಕೇಂದ್ರ ಸರ್ಕಾರ ರಾಜ್ಯದ ಬೇಡಿಕೆಗಳಿಗೆ ಸ್ಪಂದಿಸಬೇಕು ಎಂದು ಒತ್ತಾಯಿಸಿದ ಅವರು, ಅಗತ್ಯ ಅನುದಾನ ಬಿಡುಗಡೆ ಮಾಡಬೇಕು ಎಂದು ಆಗ್ರಹಿಸಿದರು. (1309, 265, 1519, 292)
prajwal-column-3-text (455, 1562, 663, 1677)
paragraph: ಪಣಜಿ, ಜು.26 - ಮಹದಾಯಿ ವಿವಾದವಾಗಿ ತಮ್ಮ ವಿರುದ್ಧ ಕರ್ನಾಟಕ ಉಪಮುಖ್ಯಮಂತ್ರಿ ಡಿ.ಕೆ. ಶಿವಕುಮಾರ್ ನೀಡಿರುವ ಹೇಳಿಕೆಗೆ ಗೋವಾ ಮುಖ್ಯಮಂತ್ರಿ ಪ್ರಮೋದ್ ಸಾವಂತ್ ಅಸಮಾಧಾನ ವ್ಯಕ್ತಪಡಿಸಿದ್ದಾರೆ. (20, 909, 188, 965)
paragraph: ಯತೀಂದ್ರ ಅವರ ಹೇಳಿಕೆ ವಿವಾದಕ್ಕೆ ಕಾರಣವಾಗಿದ್ದು, ಪ್ರತಿಪಕ್ಷಗಳು ಟೀಕೆಗೆ ಮುಂದಾಗಿವೆ. ಸಿಎಂ ಸಿದ್ದರಾಮಯ್ಯ ಅವರನ್ನು ರಾಜಮನೆತನದ ದೊರೆಗಳಿಗೆ ಹೋಲಿಸುವುದು ಸರಿಯಲ್ಲ ಎಂದು ಹಲವರು ಅಭಿಪ್ರಾಯ ವ್ಯಕ್ತಪಡಿಸಿದ್ದಾರೆ. (564, 432, 843, 474)
paragraph: ಬೆಂಗಳೂರು, ಜು.26 - ಧರ್ಮಸ್ಥಳ ಸುತ್ತಮುತ್ತ ನಡೆದಿದೆ ಎನ್ನಲಾದ ಅತ್ಯಾಚಾರ ಹಾಗೂ ಹತ್ಯೆ ಪ್ರಕರಣಗಳ ತನಿಖೆಗೆ ರಾಜ್ಯ ಸರ್ಕಾರ ರಚಿಸಿದ ವಿಶೇಷ ತನಿಖಾ ತಂಡ (ಎಸ್ಐಟಿ) ತನಿಖೆ ಆರಂಭಿಸಿದೆ. (688, 1437, 958, 1479)
kalaburgi-column-1 (869, 478, 1079, 723)
lead-pullquote (114, 147, 842, 195)
lower-left-text (20, 1114, 367, 1225)
middle-right-text (861, 745, 1520, 830)
divider (869, 408, 1519, 409)
paragraph: ಸಾಮಾಜಿಕ ಬದಲಾವಣೆಗೆ ಶ್ರಮಿಸಿದ ನಾಲ್ವಡಿ ಕೃಷ್ಣರಾಜ ಒಡೆಯರ್ ಅವರನ್ನು ಹೋಲಿಸುವುದು ಅಸಂಬದ್ಧ ಮತ್ತು ಅದು ರಾಜರಿಗೆ ಮಾಡುವ ಅಪಮಾನ ಎಂದು ಅಶೋಕ್ ಕಿಡಿಕಾರಿದ್ದಾರೆ. (292, 204, 554, 246)
airport-column-1 (747, 1161, 999, 1289)
chikkamagaluru-story (378, 1114, 736, 1325)
divider (688, 1399, 1520, 1401)
paragraph: ಬೆಂಗಳೂರು, ಜು.26 - ಮನೆ ಕೆಲಸದ ಮಹಿಳೆ ಮೇಲೆ ಅತ್ಯಾಚಾರ ಎಸಗಿದ ಆರೋಪ ಸಂಬಂಧ ಜೈಲಿನಲ್ಲಿರುವ ಮಾಜಿ ಸಂಸದ ಪ್ರಜ್ವಲ್ ರೇವಣ್ಣ ಸಲ್ಲಿಸಿದ್ದ ಜಾಮೀನು ಅರ್ಜಿಯನ್ನು ವಿಚಾರಣಾ ನ್ಯಾಯಾಲಯ ಎರಡನೇ ಬಾರಿಗೆ ವಜಾಗೊಳಿಸಿದೆ. (20, 1414, 227, 1470)
mahadayi-column-3-text (1309, 265, 1519, 395)
paragraph: ಅಧಿಕಾರಿಗಳು ಕಾಮಗಾರಿಗಳ ಗುಣಮಟ್ಟದ ಬಗ್ಗೆ ರಾಜಿ ಮಾಡಿಕೊಳ್ಳಬಾರದು ಎಂದು ಎಚ್ಚರಿಕೆ ನೀಡಲಾಗಿದೆ. ನಿಗದಿತ ಅವಧಿಯಲ್ಲಿ ಕೆಲಸ ಪೂರ್ಣಗೊಳಿಸಬೇಕೆಂದು ಸೂಚಿಸಲಾಗಿದೆ. (1084, 781, 1298, 823)
bottom-zone (20, 1346, 1520, 1682)
goa-photo-row (20, 804, 367, 901)
prajwal-headline-line2: ಸಲ್ಲಿಸಿದ್ದ ಜಾಮೀನು ಅರ್ಜಿ 2ನೇ ಬಾರಿಯೂ ವಜಾ (20, 1376, 382, 1404)
paragraph: ಸುದ್ದಿಗಾರರೊಂದಿಗೆ ಮಾತನಾಡಿದ ಅವರು, ಗೋವಾ ಹಾಗೂ ಕರ್ನಾಟಕ ನಡುವೆ ಇರುವ ಮಹದಾಯಿ ವಿವಾದ ಬಗೆಹರಿಸಲು ಕೇಂದ್ರ ಸರ್ಕಾರ ಮಧ್ಯ ಪ್ರವೇಶಿಸಬೇಕು. ರಾಜ್ಯಕ್ಕೆ ನ್ಯಾಯ ದೊರಕಿಸಿಕೊಡುವ ಕೆಲಸ ಆಗಬೇಕು ಎಂದು ಹೇಳಿದ್ದಾರೆ. (869, 197, 1079, 254)
cmyk-registration-marks (64, 1692, 1520, 1713)
paragraph: ಶತಮಾನದ ಹಿಂದಿನ ದೂರದೃಷ್ಟಿ ಮತ್ತು ನಾಲ್ವಡಿ ಕೃಷ್ಣರಾಜ ಒಡೆಯರ್ ಅವರ ಸಮಾಜಮುಖಿ ಯೋಜನೆಗಳು ಇಂದಿಗೂ ಮಾದರಿ ಎಂಬುದನ್ನು ಅಶೋಕ್ ಉಲ್ಲೇಖಿಸಿದ್ದಾರೆ. (292, 254, 446, 311)
yellow-box-extra-2: ಪಕ್ಷಾತೀತವಾಗಿ ನಾಲ್ವಡಿ ಒಡೆಯರ್ ಅವರನ್ನು ಸ್ಮರಿಸುವ ಕೆಲಸ ಆಗಬೇಕು ಎಂದು ಹಲವು ಮುಖಂಡರು ಅಭಿಪ್ರಾಯ ವ್ಯಕ್ತಪಡಿಸಿದ್ದಾರೆ. (572, 390, 836, 416)
lead-column-2 (292, 203, 553, 581)
photo-governor-gehlot (1089, 478, 1299, 583)
paragraph: ಬೆಂಗಳೂರು, ಜು. 26 - ರಾಜ್ಯ ವಿಧಾನಸೌಧದ ಆವರಣದಲ್ಲಿ ನಿರ್ಮಾಣವಾದ ಏಕಶಿಲಾ ಸ್ತಂಭ ಕನ್ನಡ ಮತ್ತು ಸಂಸ್ಕೃತಿ ಇಲಾಖೆ ಸಹಯೋಗದಲ್ಲಿ 'ವೀರಗಲ್ಲು' ಸ್ಮಾರಕವನ್ನು ಮುಖ್ಯಮಂತ್ರಿ ಸಿದ್ದರಾಮಯ್ಯ ಲೋಕಾರ್ಪಣೆ ಮಾಡಿದರು. (389, 994, 609, 1035)
paragraph: ಈ ಬಾರಿ 2025 - 26ನೇ ಸಾಲಿನ ಯೋಜನೆಯಲ್ಲಿ ಶಿಕ್ಷಣ ಕ್ಷೇತ್ರಕ್ಕೆ ಶೇ.10 ರಷ್ಟು, ನೀರಾವರಿಗೆ ಶೇ.5, ಆರೋಗ್ಯಕ್ಕೆ ಶೇ.5 ರಷ್ಟು ಅನುದಾನ ಮೀಸಲಿಡಲಾಗಿದೆ ಎಂದು ತಿಳಿಸಲಾಗಿದೆ. (861, 781, 1074, 823)
yellow-box-extra-1: ಮೈಸೂರು ಸಂಸ್ಥಾನದ ಅಭಿವೃದ್ಧಿಗೆ ನಾಲ್ವಡಿ ಒಡೆಯರ್ ಅವರು ನೀಡಿದ ಕೊಡುಗೆ ಅಪಾರ. ಆದರೆ ಇಂದಿನ ಸಿದ್ದರಾಮಯ್ಯ ಅವರ ಯೋಜನೆಗಳು ಬಡವರ ಪರವಾಗಿವೆ ಎಂದು ಯತೀಂದ್ರ ಸಮರ್ಥಿಸಿಕೊಂಡಿದ್ದಾರೆ. (663, 332, 836, 384)
